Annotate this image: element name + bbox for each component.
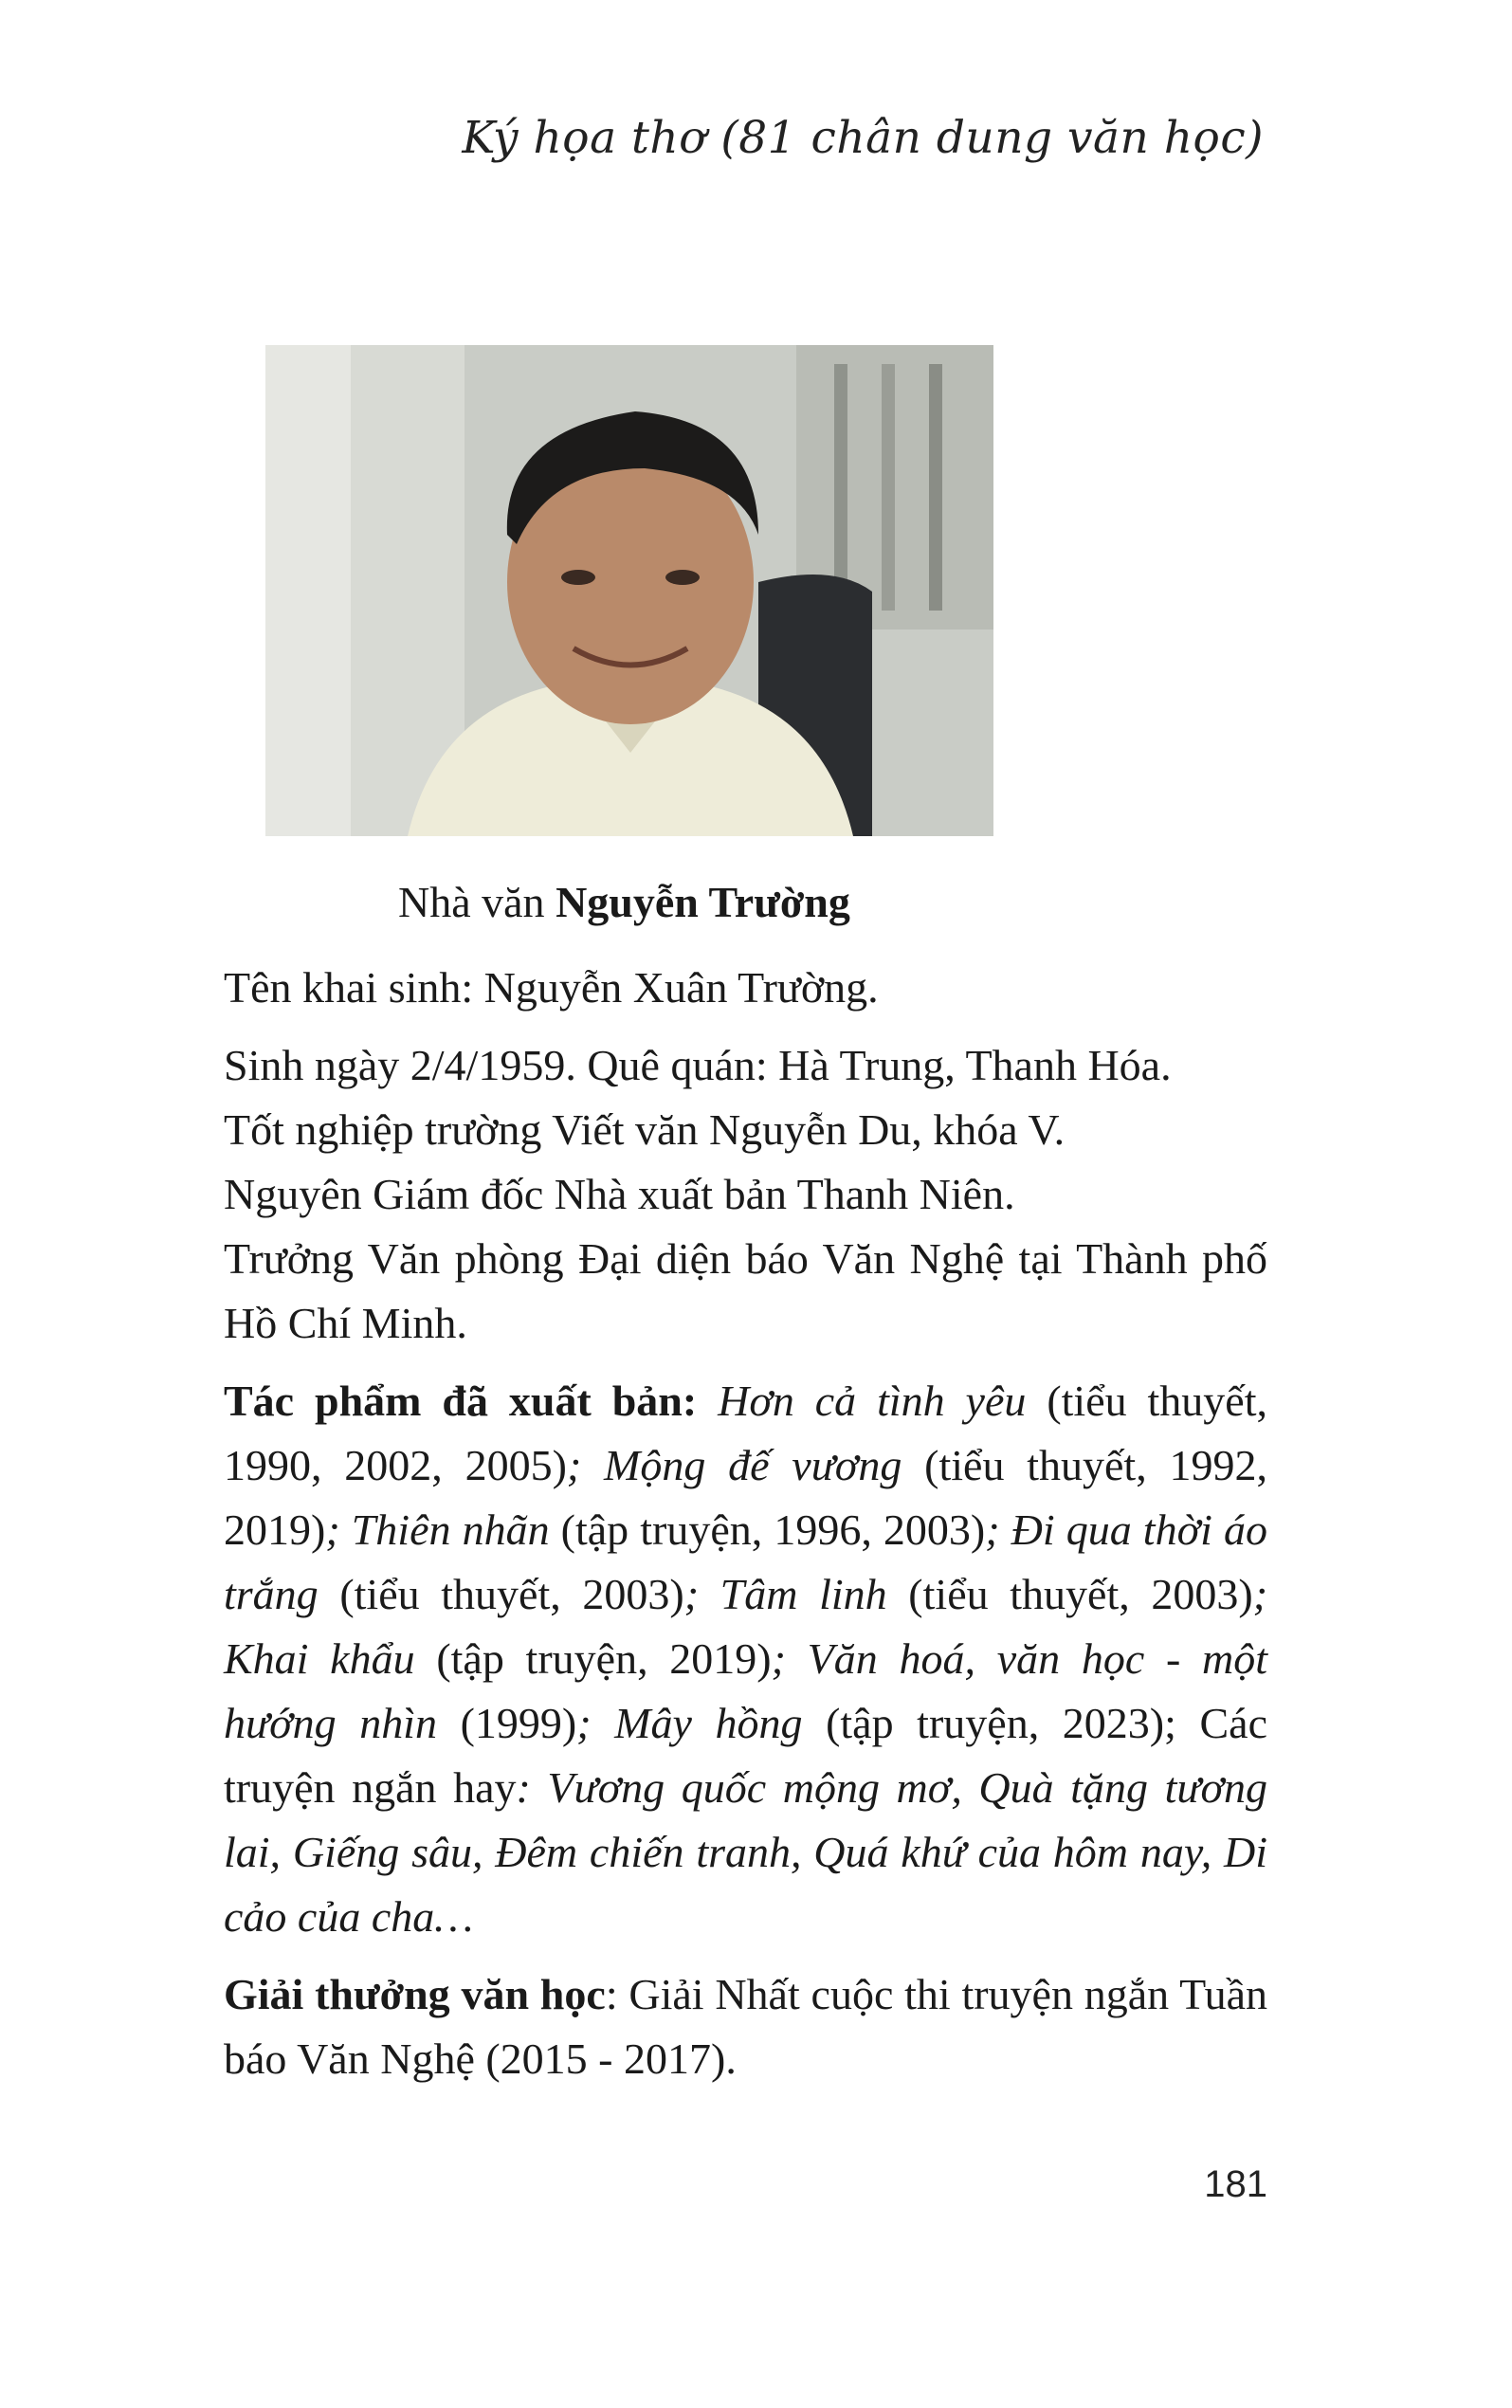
author-name: Nguyễn Trường <box>556 878 850 926</box>
current-position-line: Trưởng Văn phòng Đại diện báo Văn Nghệ tại Thành phố Hồ Chí Minh. <box>224 1234 1267 1347</box>
work-title: ; Đi qua thời áo trắng <box>224 1505 1267 1618</box>
page-number: 181 <box>1204 2163 1267 2205</box>
portrait-illustration <box>265 345 993 836</box>
work-note: (tiểu thuyết, 2003) <box>318 1570 684 1618</box>
biography-text <box>224 956 1267 2091</box>
work-title: Hơn cả tình yêu <box>718 1377 1027 1425</box>
work-note: (tập truyện, 2019) <box>414 1634 772 1683</box>
caption-prefix: Nhà văn <box>398 878 545 926</box>
work-title: ; Mây hồng <box>576 1699 803 1747</box>
work-title: ; Khai khẩu <box>224 1570 1268 1683</box>
awards-label: Giải thưởng văn học <box>224 1970 606 2018</box>
birth-date-line: Sinh ngày 2/4/1959. Quê quán: Hà Trung, Thanh Hóa. <box>224 1041 1172 1089</box>
work-note: (tập truyện, 1996, 2003) <box>549 1505 986 1554</box>
work-note: (tập truyện, 2023); <box>802 1699 1176 1747</box>
published-works-paragraph <box>224 1369 1267 1949</box>
published-works-label: Tác phẩm đã xuất bản: <box>224 1377 698 1425</box>
work-title: ; Mộng đế vương <box>566 1441 902 1489</box>
short-stories-list: : Vương quốc mộng mơ, Quà tặng tương lai, Giếng sâu, Đêm chiến tranh, Quá khứ của hôm nay, Di cảo của cha… <box>224 1763 1267 1941</box>
awards-text: : Giải Nhất cuộc thi truyện ngắn Tuần báo Văn Nghệ (2015 - 2017). <box>224 1970 1268 2083</box>
education-line: Tốt nghiệp trường Viết văn Nguyễn Du, khóa V. <box>224 1105 1066 1154</box>
photo-caption <box>398 877 850 927</box>
birth-name-line: Tên khai sinh: Nguyễn Xuân Trường. <box>224 963 879 1012</box>
work-note: (tiểu thuyết, 1992, 2019) <box>224 1441 1267 1554</box>
former-position-line: Nguyên Giám đốc Nhà xuất bản Thanh Niên. <box>224 1170 1015 1218</box>
short-stories-label: Các truyện ngắn hay <box>224 1699 1267 1812</box>
awards-paragraph <box>224 1962 1267 2091</box>
work-title: ; Thiên nhãn <box>325 1505 550 1554</box>
author-portrait-photo <box>265 345 993 836</box>
running-header: Ký họa thơ (81 chân dung văn học) <box>462 112 1264 164</box>
work-note: (tiểu thuyết, 2003) <box>886 1570 1253 1618</box>
work-note: (tiểu thuyết, 1990, 2002, 2005) <box>224 1377 1267 1489</box>
work-title: ; Tâm linh <box>683 1570 887 1618</box>
work-title: ; Văn hoá, văn học - một hướng nhìn <box>224 1634 1267 1747</box>
work-note: (1999) <box>437 1699 577 1747</box>
